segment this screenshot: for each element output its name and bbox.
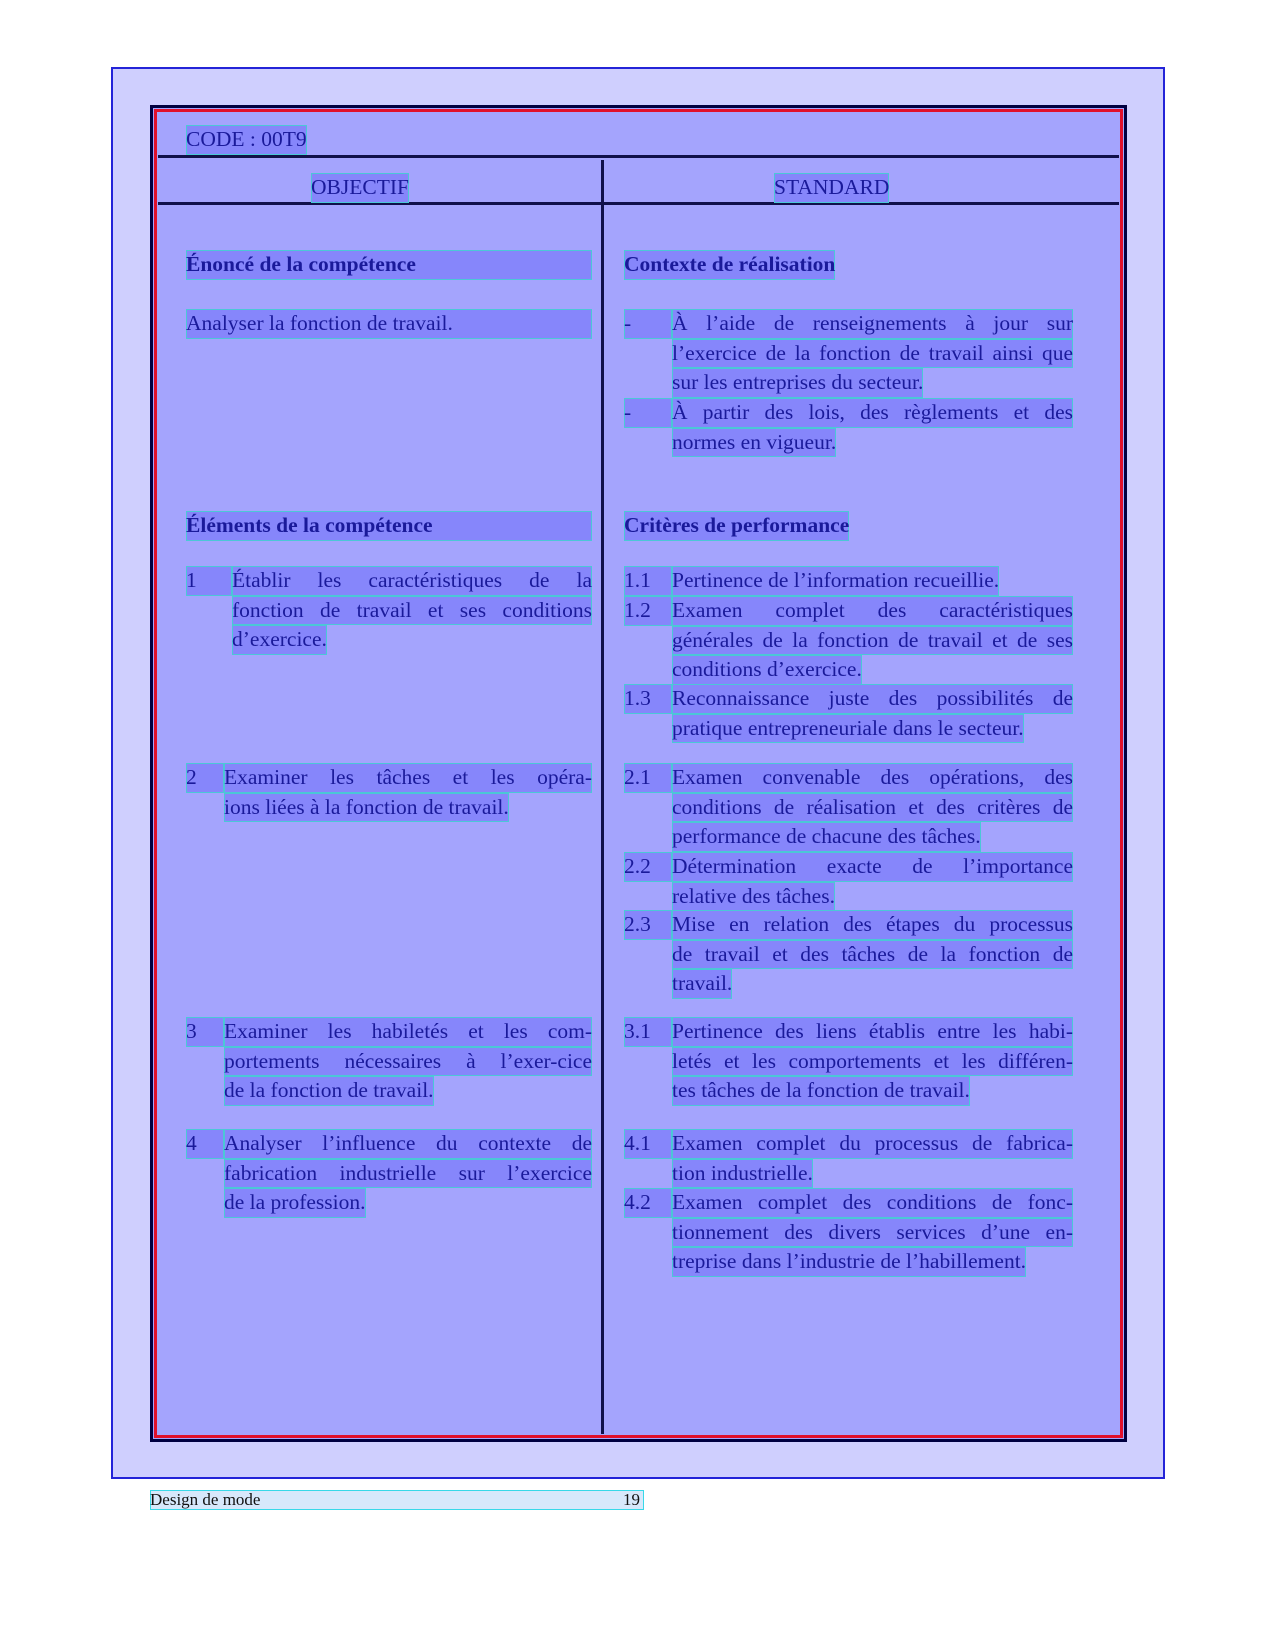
element-item-number: 3 bbox=[186, 1017, 224, 1047]
context-item-line: l’exercice de la fonction de travail ainsi que bbox=[672, 339, 1073, 369]
criterion-item-line: Examen complet des caractéristiques bbox=[672, 596, 1073, 626]
context-item-number: - bbox=[624, 309, 672, 339]
heading-contexte: Contexte de réalisation bbox=[624, 250, 835, 280]
criterion-item-number: 1.3 bbox=[624, 684, 672, 714]
criterion-item-line: générales de la fonction de travail et de ses bbox=[672, 626, 1073, 656]
page-footer bbox=[150, 1490, 644, 1510]
element-item-text bbox=[224, 763, 592, 822]
competency-statement: Analyser la fonction de travail. bbox=[186, 309, 592, 339]
element-item-number: 1 bbox=[186, 566, 232, 596]
context-item-text bbox=[672, 309, 1073, 398]
context-item-line: À partir des lois, des règlements et des bbox=[672, 398, 1073, 428]
criterion-item-line: tionnement des divers services d’une en- bbox=[672, 1218, 1073, 1248]
criterion-item-line: Examen complet des conditions de fonc- bbox=[672, 1188, 1073, 1218]
criterion-item-line: Pertinence de l’information recueillie. bbox=[672, 566, 999, 596]
context-item-text bbox=[672, 398, 1073, 457]
element-item-line: portements nécessaires à l’exer-cice bbox=[224, 1047, 592, 1077]
element-item-line: de la profession. bbox=[224, 1188, 366, 1218]
element-item-line: Examiner les habiletés et les com- bbox=[224, 1017, 592, 1047]
criterion-item-line: Examen complet du processus de fabrica- bbox=[672, 1129, 1073, 1159]
criterion-item-text bbox=[672, 1129, 1073, 1188]
criterion-item-text bbox=[672, 684, 1073, 743]
criterion-item-text bbox=[672, 566, 1073, 596]
criterion-item-line: conditions d’exercice. bbox=[672, 655, 862, 685]
heading-elements: Éléments de la compétence bbox=[186, 511, 592, 541]
header-divider bbox=[158, 155, 1119, 158]
element-item-line: Analyser l’influence du contexte de bbox=[224, 1129, 592, 1159]
criterion-item-line: tion industrielle. bbox=[672, 1159, 813, 1189]
footer-title: Design de mode bbox=[150, 1490, 261, 1509]
criterion-item-number: 3.1 bbox=[624, 1017, 672, 1047]
element-item-text bbox=[224, 1017, 592, 1106]
criterion-item-number: 2.2 bbox=[624, 852, 672, 882]
criterion-item-number: 2.3 bbox=[624, 910, 672, 940]
criterion-item-line: pratique entrepreneuriale dans le secteur. bbox=[672, 714, 1024, 744]
column-header-standard: STANDARD bbox=[774, 173, 889, 203]
element-item-text bbox=[224, 1129, 592, 1218]
criterion-item-number: 1.1 bbox=[624, 566, 672, 596]
criterion-item-line: Pertinence des liens établis entre les habi- bbox=[672, 1017, 1073, 1047]
code-label: CODE : 00T9 bbox=[186, 125, 307, 155]
element-item-line: de la fonction de travail. bbox=[224, 1076, 434, 1106]
element-item-text bbox=[232, 566, 592, 655]
criterion-item-number: 4.2 bbox=[624, 1188, 672, 1218]
criterion-item-line: relative des tâches. bbox=[672, 882, 835, 912]
context-item-number: - bbox=[624, 398, 672, 428]
element-item-line: fonction de travail et ses conditions bbox=[232, 596, 592, 626]
element-item-line: Établir les caractéristiques de la bbox=[232, 566, 592, 596]
page-number: 19 bbox=[623, 1490, 640, 1509]
element-item-number: 4 bbox=[186, 1129, 224, 1159]
context-item-line: sur les entreprises du secteur. bbox=[672, 368, 923, 398]
criterion-item-line: Mise en relation des étapes du processus bbox=[672, 910, 1073, 940]
criterion-item-number: 2.1 bbox=[624, 763, 672, 793]
criterion-item-line: travail. bbox=[672, 969, 732, 999]
criterion-item-text bbox=[672, 910, 1073, 999]
criterion-item-line: tes tâches de la fonction de travail. bbox=[672, 1076, 970, 1106]
criterion-item-text bbox=[672, 1188, 1073, 1277]
context-item-line: normes en vigueur. bbox=[672, 428, 836, 458]
element-item-line: d’exercice. bbox=[232, 625, 327, 655]
criterion-item-line: Examen convenable des opérations, des bbox=[672, 763, 1073, 793]
criterion-item-line: de travail et des tâches de la fonction de bbox=[672, 940, 1073, 970]
criterion-item-number: 1.2 bbox=[624, 596, 672, 626]
criterion-item-text bbox=[672, 763, 1073, 852]
element-item-line: fabrication industrielle sur l’exercice bbox=[224, 1159, 592, 1189]
criterion-item-number: 4.1 bbox=[624, 1129, 672, 1159]
column-header-divider bbox=[158, 202, 1119, 205]
criterion-item-text bbox=[672, 852, 1073, 911]
heading-enonce: Énoncé de la compétence bbox=[186, 250, 592, 280]
criterion-item-line: letés et les comportements et les différen- bbox=[672, 1047, 1073, 1077]
element-item-line: ions liées à la fonction de travail. bbox=[224, 793, 509, 823]
heading-criteres: Critères de performance bbox=[624, 511, 849, 541]
criterion-item-line: Détermination exacte de l’importance bbox=[672, 852, 1073, 882]
element-item-line: Examiner les tâches et les opéra- bbox=[224, 763, 592, 793]
criterion-item-line: Reconnaissance juste des possibilités de bbox=[672, 684, 1073, 714]
criterion-item-line: treprise dans l’industrie de l’habillement. bbox=[672, 1247, 1026, 1277]
context-item-line: À l’aide de renseignements à jour sur bbox=[672, 309, 1073, 339]
element-item-number: 2 bbox=[186, 763, 224, 793]
criterion-item-text bbox=[672, 596, 1073, 685]
criterion-item-line: performance de chacune des tâches. bbox=[672, 822, 981, 852]
column-header-objectif: OBJECTIF bbox=[311, 173, 409, 203]
criterion-item-line: conditions de réalisation et des critères de bbox=[672, 793, 1073, 823]
criterion-item-text bbox=[672, 1017, 1073, 1106]
column-divider bbox=[601, 160, 604, 1434]
